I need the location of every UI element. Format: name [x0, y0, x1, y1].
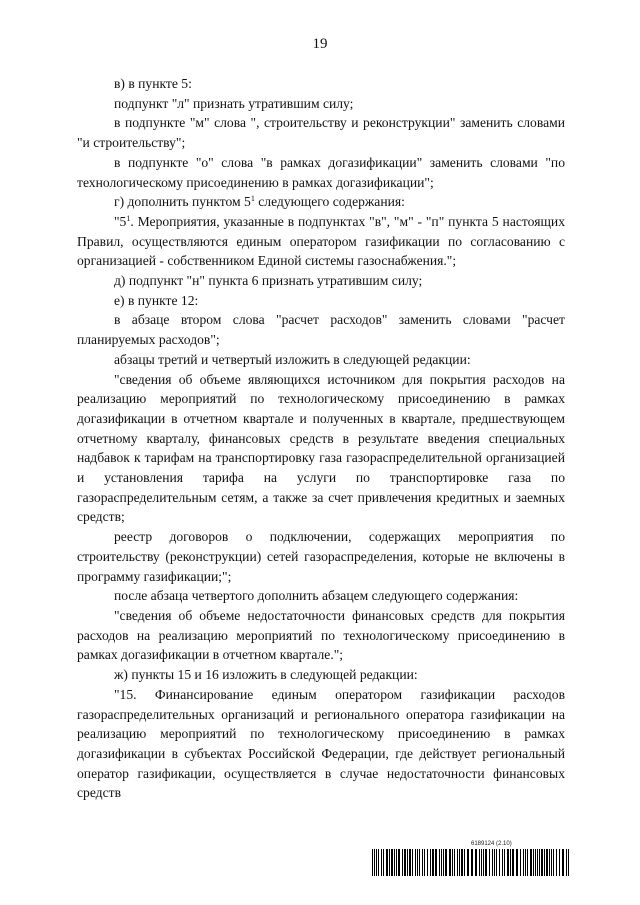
paragraph: в подпункте "м" слова ", строительству и реконструкции" заменить словами "и строительству";: [77, 115, 565, 151]
paragraph: в абзаце втором слова "расчет расходов" заменить словами "расчет планируемых расходов";: [77, 312, 565, 348]
barcode-bar: [412, 849, 413, 876]
barcode-bar: [499, 849, 500, 876]
barcode-bar: [383, 849, 384, 876]
paragraph: "сведения об объеме недостаточности финансовых средств для покрытия расходов на реализацию мероприятий по технологическому присоединению в рамках догазификации в отчетном квартале.";: [77, 607, 565, 663]
barcode-bar: [424, 849, 425, 876]
paragraph: ж) пункты 15 и 16 изложить в следующей редакции:: [114, 667, 418, 683]
barcode-bar: [551, 849, 552, 876]
paragraph: е) в пункте 12:: [114, 292, 199, 308]
barcode-bar: [427, 849, 428, 876]
barcode-bar: [562, 849, 564, 876]
barcode-bar: [546, 849, 548, 876]
barcode-bar: [516, 849, 518, 876]
barcode-bar: [422, 849, 423, 876]
barcode-bar: [544, 849, 545, 876]
barcode-bar: [386, 849, 388, 876]
barcode-bar: [459, 849, 460, 876]
barcode-bar: [417, 849, 418, 876]
paragraph: абзацы третий и четвертый изложить в следующей редакции:: [114, 351, 471, 367]
barcode-bar: [496, 849, 497, 876]
barcode-bar: [378, 849, 379, 876]
barcode-bar: [530, 849, 532, 876]
barcode-bar: [443, 849, 444, 876]
barcode-bar: [396, 849, 397, 876]
barcode-bar: [553, 849, 554, 876]
barcode-bar: [510, 849, 511, 876]
barcode-bar: [432, 849, 434, 876]
barcode-bar: [556, 849, 557, 876]
paragraph: подпункт "л" признать утратившим силу;: [114, 95, 354, 111]
barcode-bar: [559, 849, 560, 876]
barcode-bar: [568, 849, 569, 876]
barcode-bar: [539, 849, 540, 876]
paragraph: "15. Финансирование единым оператором газификации расходов газораспределительных организаций и регионального оператора газификации на реализацию мероприятий по технологическому присоединению в рамках догазификации в субъектах Российской Федерации, где действует региональный оператор газификации, осуществляется в случае недостаточности финансовых средств: [77, 686, 565, 801]
paragraph: [77, 212, 565, 271]
text-run: "5: [114, 213, 127, 229]
barcode-bar: [525, 849, 526, 876]
barcode-bar: [457, 849, 458, 876]
superscript: 1: [250, 194, 255, 204]
barcode-bar: [527, 849, 528, 876]
barcode-bar: [535, 849, 536, 876]
barcode-bar: [537, 849, 538, 876]
barcode-bar: [439, 849, 440, 876]
barcode-bar: [494, 849, 495, 876]
barcode-bar: [419, 849, 420, 876]
barcode-bar: [549, 849, 550, 876]
barcode-bar: [441, 849, 442, 876]
barcode-bar: [475, 849, 477, 876]
text-run: . Мероприятия, указанные в подпунктах "в", "м" - "п" пункта 5 настоящих Правил, осуществляются единым оператором газификации по согласованию с организацией - собственником Единой системы газоснабжения.";: [77, 213, 565, 269]
document-body: [77, 74, 565, 803]
barcode-bar: [404, 849, 406, 876]
barcode-bar: [467, 849, 469, 876]
barcode-bar: [415, 849, 416, 876]
barcode-bar: [454, 849, 455, 876]
barcode-bar: [489, 849, 490, 876]
barcode-bar: [376, 849, 377, 876]
paragraph: реестр договоров о подключении, содержащих мероприятия по строительству (реконструкции) сетей газораспределения, которые не включены в программу газификации;";: [77, 529, 565, 584]
barcode-bar: [492, 849, 493, 876]
barcode-bar: [407, 849, 408, 876]
barcode-bar: [430, 849, 431, 876]
barcode-bar: [566, 849, 567, 876]
barcode-bar: [461, 849, 463, 876]
barcode-bar: [481, 849, 482, 876]
paragraph: в) в пункте 5:: [114, 76, 192, 91]
paragraph: после абзаца четвертого дополнить абзацем следующего содержания:: [114, 588, 519, 604]
barcode-bar: [483, 849, 484, 876]
barcode-bar: [402, 849, 403, 876]
document-code: 6189124 (2.10): [471, 841, 512, 847]
paragraph: д) подпункт "н" пункта 6 признать утратившим силу;: [114, 273, 423, 289]
barcode-bar: [389, 849, 390, 876]
barcode-bar: [485, 849, 487, 876]
barcode-bar: [391, 849, 393, 876]
barcode-bar: [507, 849, 509, 876]
paragraph: в подпункте "о" слова "в рамках догазификации" заменить словами "по технологическому присоединению в рамках догазификации";: [77, 154, 565, 190]
paragraph: [77, 192, 565, 212]
barcode-bar: [445, 849, 447, 876]
barcode-bar: [372, 849, 373, 876]
barcode-bar: [381, 849, 382, 876]
barcode-bar: [464, 849, 465, 876]
barcode-bar: [449, 849, 451, 876]
barcode-bar: [541, 849, 543, 876]
text-run: следующего содержания:: [254, 194, 405, 210]
barcode-bar: [409, 849, 411, 876]
barcode-bar: [479, 849, 480, 876]
barcode-bar: [512, 849, 514, 876]
barcode-bar: [504, 849, 505, 876]
barcode-bar: [394, 849, 395, 876]
barcode-bar: [435, 849, 437, 876]
barcode-bar: [502, 849, 503, 876]
barcode: [372, 849, 572, 876]
barcode-bar: [398, 849, 400, 876]
barcode-bar: [533, 849, 534, 876]
text-run: г) дополнить пунктом 5: [114, 194, 251, 210]
barcode-bar: [452, 849, 453, 876]
barcode-bar: [523, 849, 524, 876]
barcode-bar: [374, 849, 375, 876]
barcode-bar: [471, 849, 473, 876]
superscript: 1: [126, 213, 131, 223]
page-number: 19: [312, 36, 328, 52]
barcode-bar: [520, 849, 521, 876]
paragraph: "сведения об объеме являющихся источником для покрытия расходов на реализацию мероприятий по технологическому присоединению в рамках догазификации в отчетном квартале и полученных в квартале, предшествующем отчетному кварталу, финансовых средств в результате введения специальных надбавок к тарифам на транспортировку газа газораспределительной организацией и установления тарифа на услуги по транспортировке газа по газораспределительным сетям, а также за счет привлечения кредитных и заемных средств;: [77, 371, 565, 525]
